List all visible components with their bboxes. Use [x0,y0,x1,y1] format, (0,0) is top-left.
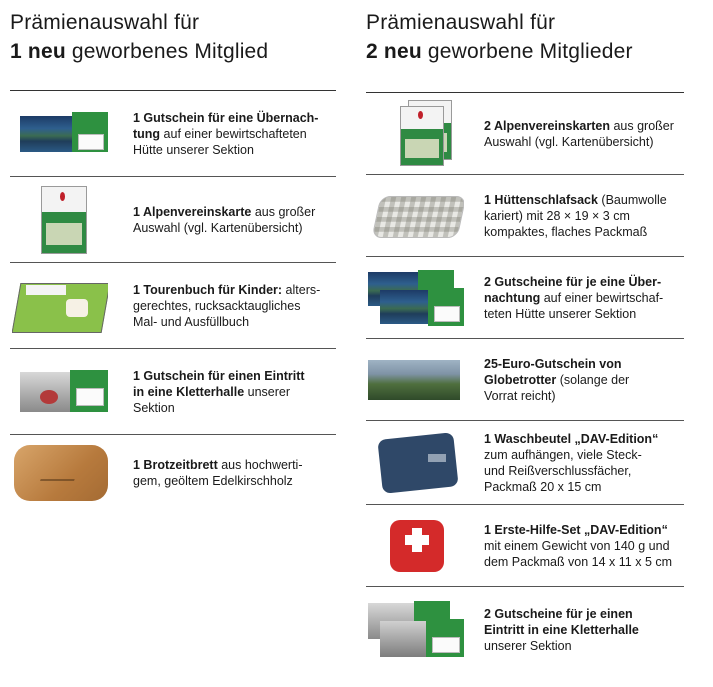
wooden-board-image [14,445,108,501]
list-item [10,263,336,349]
right-heading-line1: Prämienauswahl für [366,11,556,34]
globetrotter-voucher-image [368,360,460,400]
list-item [10,177,336,263]
alpine-map-image [41,186,87,254]
wash-bag-image [376,430,460,496]
list-item [366,175,684,257]
right-premium-list [366,92,684,683]
item-text: 1 Gutschein für eine Übernach- tung auf einer bewirtschafteten Hütte unserer Sektion [133,110,319,157]
list-item [366,257,684,339]
left-heading [10,8,336,66]
hut-vouchers-image [368,270,464,326]
right-heading [366,8,684,66]
left-heading-rest: geworbenes Mitglied [71,40,269,63]
item-text: 1 Tourenbuch für Kinder: alters- gerechtes, rucksacktaugliches Mal- und Ausfüllbuch [133,282,321,329]
item-text: 1 Waschbeutel „DAV-Edition“ zum aufhängen, viele Steck- und Reißverschlussfächer, Packmaß 20 x 15 cm [484,431,659,494]
list-item [366,339,684,421]
right-column [366,0,684,653]
list-item [10,349,336,435]
left-column [10,0,336,488]
list-item [366,505,684,587]
list-item [366,421,684,505]
item-text: 2 Gutscheine für je eine Über- nachtung auf einer bewirtschaf- teten Hütte unserer Sektion [484,274,664,321]
item-text: 2 Alpenvereinskarten aus großer Auswahl (vgl. Kartenübersicht) [484,118,674,149]
item-text: 1 Erste-Hilfe-Set „DAV-Edition“ mit einem Gewicht von 140 g und dem Packmaß von 14 x 11 x 5 cm [484,522,673,569]
list-item [366,93,684,175]
item-text: 1 Brotzeitbrett aus hochwerti- gem, geöltem Edelkirschholz [133,458,303,488]
list-item [366,587,684,673]
right-heading-rest: geworbene Mitglieder [427,40,633,63]
alpine-maps-image [398,100,456,168]
kids-tour-book-image [12,277,108,335]
item-text: 25-Euro-Gutschein von Globetrotter (solange der Vorrat reicht) [484,356,630,403]
right-heading-number: 2 neu [366,40,422,63]
list-item [10,435,336,511]
item-text: 2 Gutscheine für je einen Eintritt in eine Kletterhalle unserer Sektion [484,607,639,653]
sleeping-bag-image [372,190,464,242]
climbing-voucher-image [20,370,108,414]
left-heading-number: 1 neu [10,40,66,63]
hut-voucher-image [20,112,108,156]
climbing-vouchers-image [368,601,464,659]
item-text: 1 Gutschein für einen Eintritt in eine Kletterhalle unserer Sektion [133,368,305,415]
item-text: 1 Hüttenschlafsack (Baumwolle kariert) mit 28 × 19 × 3 cm kompaktes, flaches Packmaß [484,192,667,239]
left-heading-line1: Prämienauswahl für [10,11,200,34]
list-item [10,91,336,177]
left-premium-list [10,90,336,511]
item-text: 1 Alpenvereinskarte aus großer Auswahl (vgl. Kartenübersicht) [133,204,316,235]
first-aid-kit-image [386,516,448,576]
